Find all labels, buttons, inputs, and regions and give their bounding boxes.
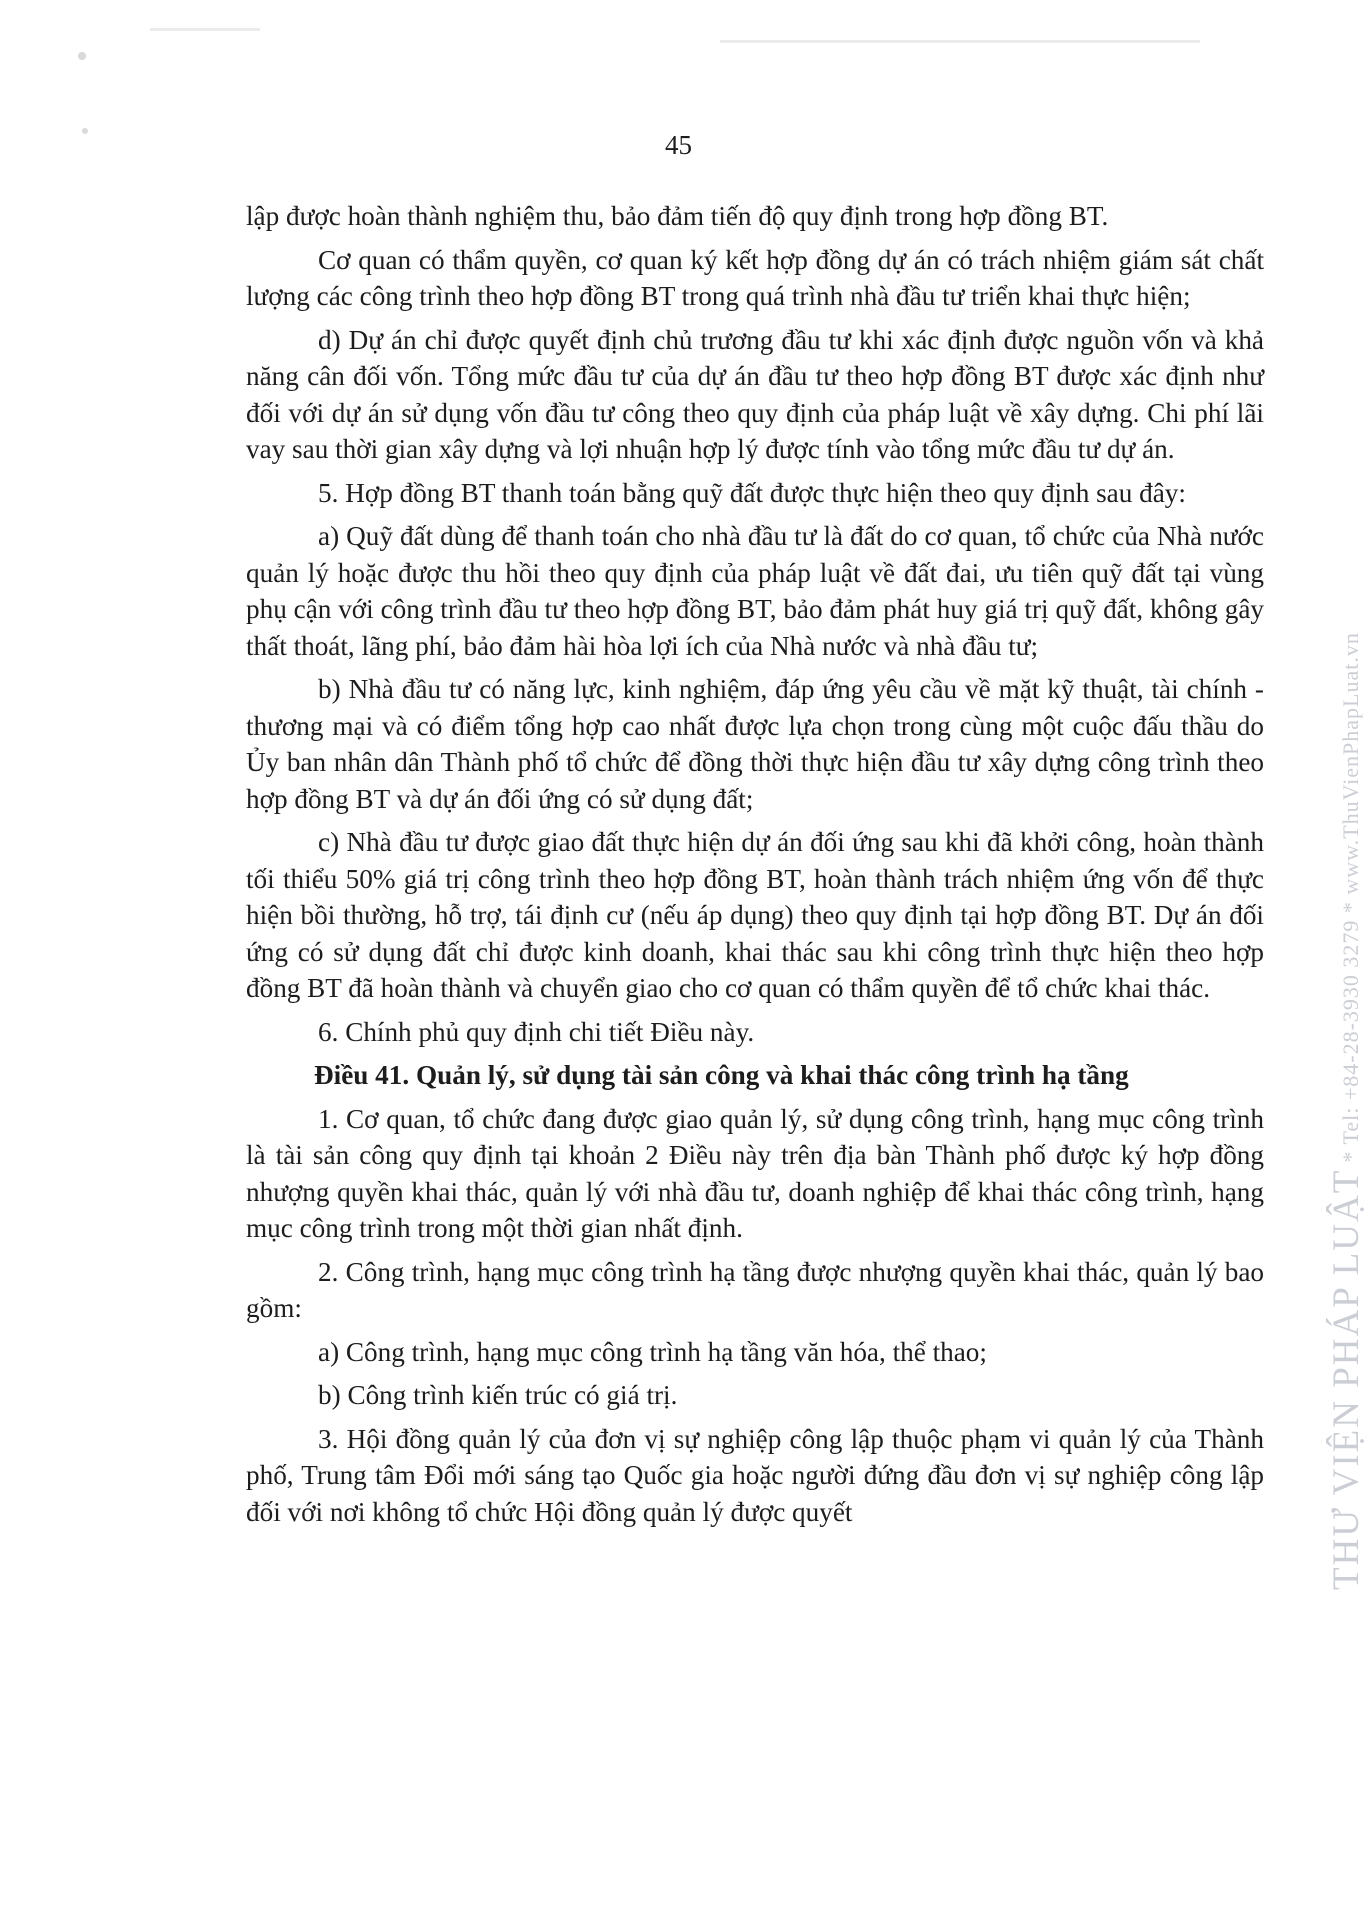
paragraph: c) Nhà đầu tư được giao đất thực hiện dự án đối ứng sau khi đã khởi công, hoàn thành tối thiểu 50% giá trị công trình theo hợp đồng BT, hoàn thành trách nhiệm ứng vốn để thực hiện bồi thường, hỗ trợ, tái định cư (nếu áp dụng) theo quy định tại hợp đồng BT. Dự án đối ứng có sử dụng đất chỉ được kinh doanh, khai thác sau khi công trình thực hiện theo hợp đồng BT đã hoàn thành và chuyển giao cho cơ quan có thẩm quyền để tổ chức khai thác. xyxy=(246,827,1264,1003)
page-number: 45 xyxy=(665,130,692,160)
paragraph: d) Dự án chỉ được quyết định chủ trương đầu tư khi xác định được nguồn vốn và khả năng cân đối vốn. Tổng mức đầu tư của dự án đầu tư theo hợp đồng BT được xác định như đối với dự án sử dụng vốn đầu tư công theo quy định của pháp luật về xây dựng. Chi phí lãi vay sau thời gian xây dựng và lợi nhuận hợp lý được tính vào tổng mức đầu tư dự án. xyxy=(246,324,1264,464)
paragraph: a) Quỹ đất dùng để thanh toán cho nhà đầu tư là đất do cơ quan, tổ chức của Nhà nước quản lý hoặc được thu hồi theo quy định của pháp luật về đất đai, ưu tiên quỹ đất tại vùng phụ cận với công trình đầu tư theo hợp đồng BT, bảo đảm phát huy giá trị quỹ đất, không gây thất thoát, lãng phí, bảo đảm hài hòa lợi ích của Nhà nước và nhà đầu tư; xyxy=(246,521,1264,661)
watermark-title: THƯ VIỆN PHÁP LUẬT xyxy=(1326,1168,1367,1590)
paragraph: 3. Hội đồng quản lý của đơn vị sự nghiệp công lập thuộc phạm vi quản lý của Thành phố, Trung tâm Đổi mới sáng tạo Quốc gia hoặc người đứng đầu đơn vị sự nghiệp công lập đối với nơi không tổ chức Hội đồng quản lý được quyết xyxy=(246,1423,1264,1527)
document-body xyxy=(246,198,1264,1537)
paragraph: b) Công trình kiến trúc có giá trị. xyxy=(318,1380,678,1410)
paragraph: lập được hoàn thành nghiệm thu, bảo đảm tiến độ quy định trong hợp đồng BT. xyxy=(246,201,1109,231)
paragraph: 6. Chính phủ quy định chi tiết Điều này. xyxy=(318,1016,755,1047)
paragraph: 2. Công trình, hạng mục công trình hạ tầng được nhượng quyền khai thác, quản lý bao gồm: xyxy=(246,1256,1264,1323)
watermark-contact: * Tel: +84-28-3930 3279 * www.ThuVienPhapLuat.vn xyxy=(1338,632,1363,1163)
paragraph: b) Nhà đầu tư có năng lực, kinh nghiệm, đáp ứng yêu cầu về mặt kỹ thuật, tài chính - thương mại và có điểm tổng hợp cao nhất được lựa chọn trong cùng một cuộc đấu thầu do Ủy ban nhân dân Thành phố tổ chức để đồng thời thực hiện đầu tư xây dựng công trình theo hợp đồng BT và dự án đối ứng có sử dụng đất; xyxy=(246,674,1264,814)
paragraph: Cơ quan có thẩm quyền, cơ quan ký kết hợp đồng dự án có trách nhiệm giám sát chất lượng các công trình theo hợp đồng BT trong quá trình nhà đầu tư triển khai thực hiện; xyxy=(246,244,1264,311)
scan-artifact xyxy=(720,40,1200,43)
scan-artifact xyxy=(150,28,260,31)
watermark xyxy=(1325,632,1368,1590)
paragraph: a) Công trình, hạng mục công trình hạ tầng văn hóa, thể thao; xyxy=(318,1336,987,1367)
scan-artifact xyxy=(78,52,86,60)
paragraph: 1. Cơ quan, tổ chức đang được giao quản lý, sử dụng công trình, hạng mục công trình là tài sản công quy định tại khoản 2 Điều này trên địa bàn Thành phố được ký hợp đồng nhượng quyền khai thác, quản lý với nhà đầu tư, doanh nghiệp để khai thác công trình, hạng mục công trình trong một thời gian nhất định. xyxy=(246,1103,1264,1243)
paragraph: 5. Hợp đồng BT thanh toán bằng quỹ đất được thực hiện theo quy định sau đây: xyxy=(318,477,1186,508)
article-heading: Điều 41. Quản lý, sử dụng tài sản công và khai thác công trình hạ tầng xyxy=(314,1060,1129,1090)
